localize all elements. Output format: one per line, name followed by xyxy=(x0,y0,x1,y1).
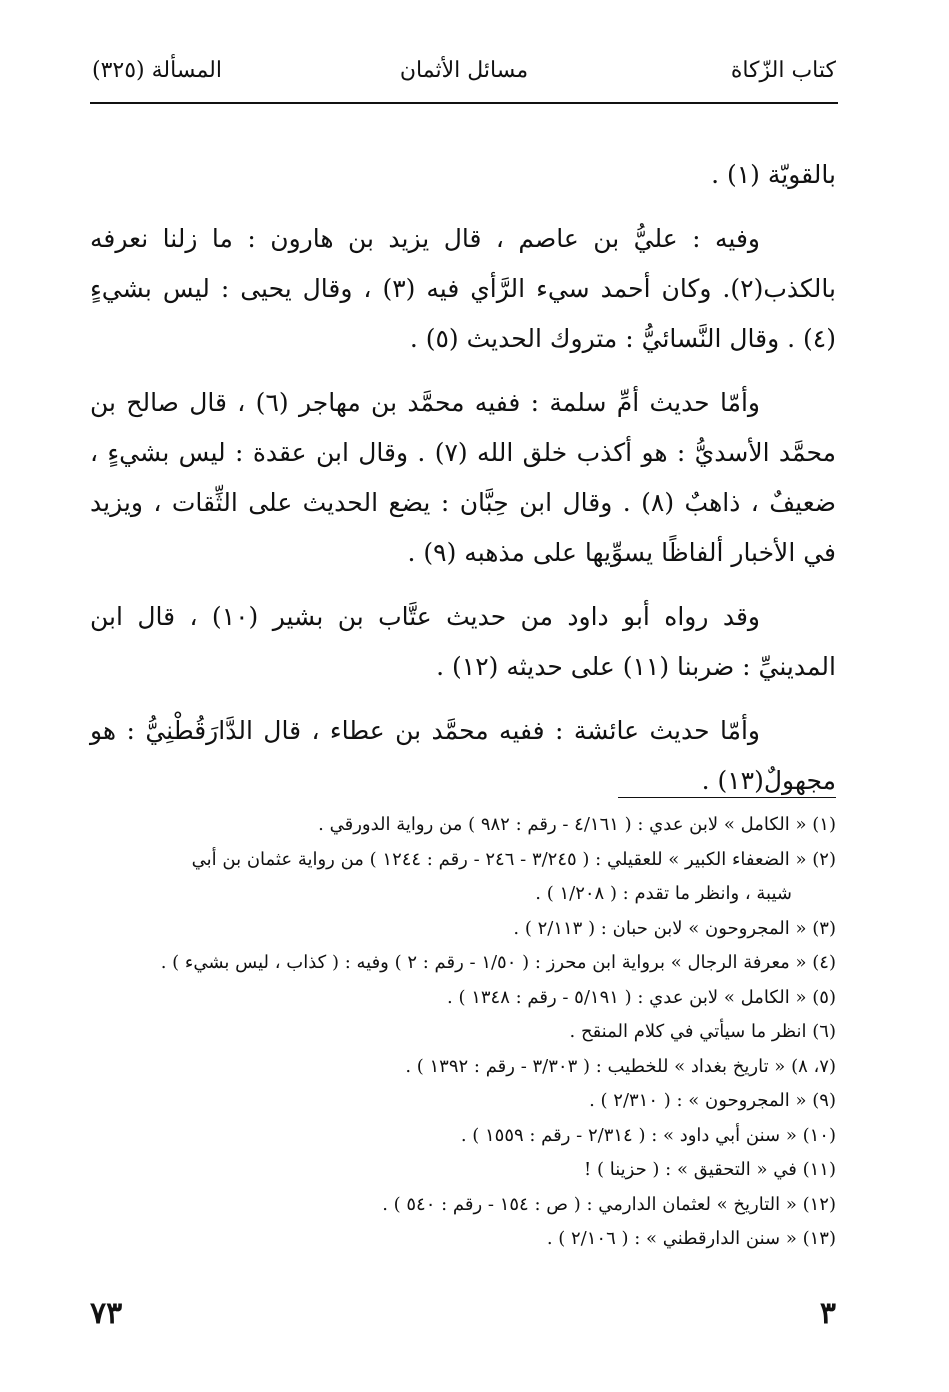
footnote-number: (٥) xyxy=(812,986,836,1008)
footnote xyxy=(90,1084,836,1119)
footnote-number: (٤) xyxy=(812,952,836,973)
footnote xyxy=(90,1050,836,1085)
header-rule xyxy=(90,102,838,104)
paragraph: وأمّا حديث أمِّ سلمة : ففيه محمَّد بن مهاجر (٦) ، قال صالح بن محمَّد الأسديُّ : هو أكذب خلق الله (٧) . وقال ابن عقدة : ليس بشيءٍ ، ضعيفٌ ، ذاهبٌ (٨) . وقال ابن حِبَّان : يضع الحديث على الثِّقات ، ويزيد في الأخبار ألفاظًا يسوِّيها على مذهبه (٩) . xyxy=(90,388,836,567)
footnote xyxy=(90,946,836,981)
footnote-number: (١١) xyxy=(802,1159,836,1180)
footnote-text: « سنن الدارقطني » : ( ٢/١٠٦ ) . xyxy=(546,1228,797,1249)
footnote-text: « المجروحون » لابن حبان : ( ٢/١١٣ ) . xyxy=(513,917,807,939)
footnote-number: (٧، ٨) xyxy=(791,1055,836,1077)
chapter-title: مسائل الأثمان xyxy=(399,58,529,83)
footnote-text: « الضعفاء الكبير » للعقيلي : ( ٣/٢٤٥ - ٢٤٦ - رقم : ١٢٤٤ ) من رواية عثمان بن أبي xyxy=(191,848,807,870)
footnote xyxy=(90,843,836,912)
footnote-rule xyxy=(618,797,836,798)
footnotes xyxy=(90,808,836,1257)
paragraph: بالقويّة (١) . xyxy=(711,160,836,189)
footnote xyxy=(90,981,836,1016)
footnote xyxy=(90,808,836,843)
footnote xyxy=(90,1222,836,1257)
footnote-text: « التاريخ » لعثمان الدارمي : ( ص : ١٥٤ - رقم : ٥٤٠ ) . xyxy=(382,1193,797,1215)
footnote-text: انظر ما سيأتي في كلام المنقح . xyxy=(569,1021,807,1042)
footnote-text: « معرفة الرجال » برواية ابن محرز : ( ١/٥٠ - رقم : ٢ ) وفيه : ( كذاب ، ليس بشيء ) . xyxy=(160,952,807,973)
book-title: كتاب الزّكاة xyxy=(730,58,836,83)
footnote xyxy=(90,1153,836,1188)
footnote-text: « الكامل » لابن عدي : ( ٥/١٩١ - رقم : ١٣٤٨ ) . xyxy=(447,986,807,1008)
footnote-number: (٣) xyxy=(812,917,836,939)
footnote-continuation: شيبة ، وانظر ما تقدم : ( ١/٢٠٨ ) . xyxy=(535,883,792,904)
footnote-text: « تاريخ بغداد » للخطيب : ( ٣/٣٠٣ - رقم : ١٣٩٢ ) . xyxy=(405,1055,786,1077)
paragraph: وأمّا حديث عائشة : ففيه محمَّد بن عطاء ، قال الدَّارَقُطْنِيُّ : هو مجهولٌ(١٣) . xyxy=(90,716,836,795)
paragraph: وفيه : عليُّ بن عاصم ، قال يزيد بن هارون : ما زلنا نعرفه بالكذب(٢). وكان أحمد سيء الرَّأي فيه (٣) ، وقال يحيى : ليس بشيءٍ (٤) . وقال النَّسائيُّ : متروك الحديث (٥) . xyxy=(90,224,836,353)
footnote-number: (٢) xyxy=(812,848,836,870)
running-header xyxy=(92,58,836,92)
footnote-text: « سنن أبي داود » : ( ٢/٣١٤ - رقم : ١٥٥٩ ) . xyxy=(460,1124,797,1146)
footnote xyxy=(90,912,836,947)
footnote-text: « المجروحون » : ( ٢/٣١٠ ) . xyxy=(589,1090,807,1111)
footnote-text: « الكامل » لابن عدي : ( ٤/١٦١ - رقم : ٩٨٢ ) من رواية الدورقي . xyxy=(318,814,807,835)
footnote-number: (١٣) xyxy=(802,1228,836,1249)
footnote-number: (١) xyxy=(812,814,836,835)
paragraph: وقد رواه أبو داود من حديث عتَّاب بن بشير (١٠) ، قال ابن المدينيِّ : ضربنا (١١) على حديثه (١٢) . xyxy=(90,602,836,681)
page-number-right: ٣ xyxy=(819,1296,836,1331)
main-text xyxy=(90,150,836,820)
footnote-number: (٩) xyxy=(812,1090,836,1111)
footnote xyxy=(90,1015,836,1050)
footnote-text: في « التحقيق » : ( حزينا ) ! xyxy=(584,1159,797,1180)
page-number-left: ٧٣ xyxy=(90,1296,123,1331)
footnote-number: (١٢) xyxy=(802,1193,836,1215)
footnote xyxy=(90,1119,836,1154)
issue-label: المسألة (٣٢٥) xyxy=(92,58,222,83)
footnote-number: (٦) xyxy=(812,1021,836,1042)
footnote-number: (١٠) xyxy=(802,1124,836,1146)
footnote xyxy=(90,1188,836,1223)
